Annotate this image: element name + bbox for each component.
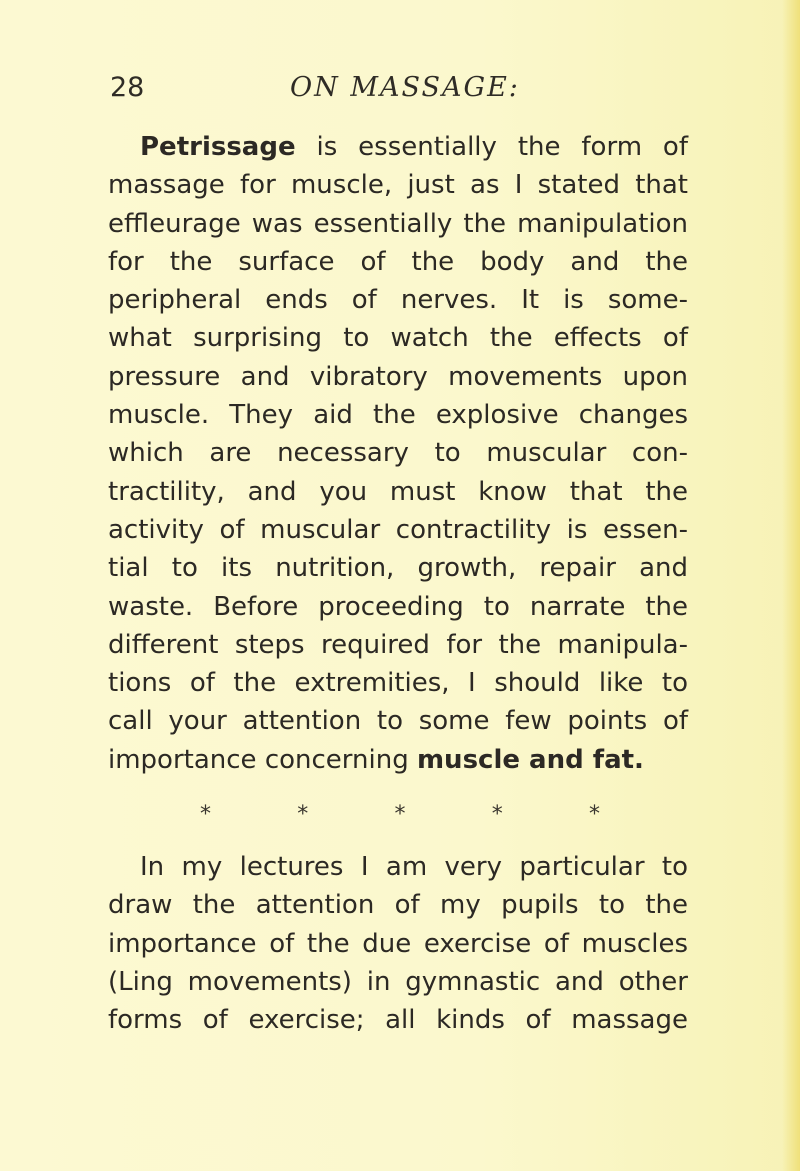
text-line: call your attention to some few points of — [108, 706, 688, 737]
asterisk: * — [491, 802, 503, 827]
paragraph-lectures — [108, 848, 688, 1039]
page-number: 28 — [110, 72, 145, 103]
paragraph-petrissage — [108, 128, 688, 779]
text-line: different steps required for the manipula- — [108, 629, 688, 660]
text-line: what surprising to watch the effects of — [108, 323, 688, 354]
text-line: for the surface of the body and the — [108, 246, 688, 277]
text-line: In my lectures I am very particular to — [140, 852, 688, 882]
lead-term: Petrissage — [140, 132, 296, 162]
text-line — [108, 741, 688, 779]
text-line — [108, 128, 688, 166]
text-line: tial to its nutrition, growth, repair and — [108, 553, 688, 584]
running-title: ON MASSAGE: — [290, 72, 520, 103]
page-edge — [782, 0, 800, 1171]
text-line: forms of exercise; all kinds of massage — [108, 1005, 688, 1036]
section-separator — [200, 802, 600, 827]
asterisk: * — [297, 802, 309, 827]
asterisk: * — [589, 802, 600, 827]
text-line: pressure and vibratory movements upon — [108, 361, 688, 392]
text-line: tractility, and you must know that the — [108, 476, 688, 507]
text-line: draw the attention of my pupils to the — [108, 890, 688, 921]
text-fragment: is essentially the form of — [295, 132, 688, 162]
text-line: (Ling movements) in gymnastic and other — [108, 966, 688, 997]
asterisk: * — [200, 802, 211, 827]
text-line: effleurage was essentially the manipulation — [108, 208, 688, 239]
text-line: which are necessary to muscular con- — [108, 438, 688, 469]
text-line: waste. Before proceeding to narrate the — [108, 591, 688, 622]
text-line: peripheral ends of nerves. It is some- — [108, 285, 688, 316]
emphasis-text: muscle and fat. — [416, 744, 644, 775]
text-line: importance of the due exercise of muscles — [108, 928, 688, 959]
text-line: activity of muscular contractility is essen- — [108, 514, 688, 545]
text-line: massage for muscle, just as I stated that — [108, 170, 688, 201]
asterisk: * — [394, 802, 406, 827]
text-line: tions of the extremities, I should like to — [108, 668, 688, 699]
text-fragment: importance concerning — [108, 744, 417, 775]
text-line: muscle. They aid the explosive changes — [108, 400, 688, 431]
